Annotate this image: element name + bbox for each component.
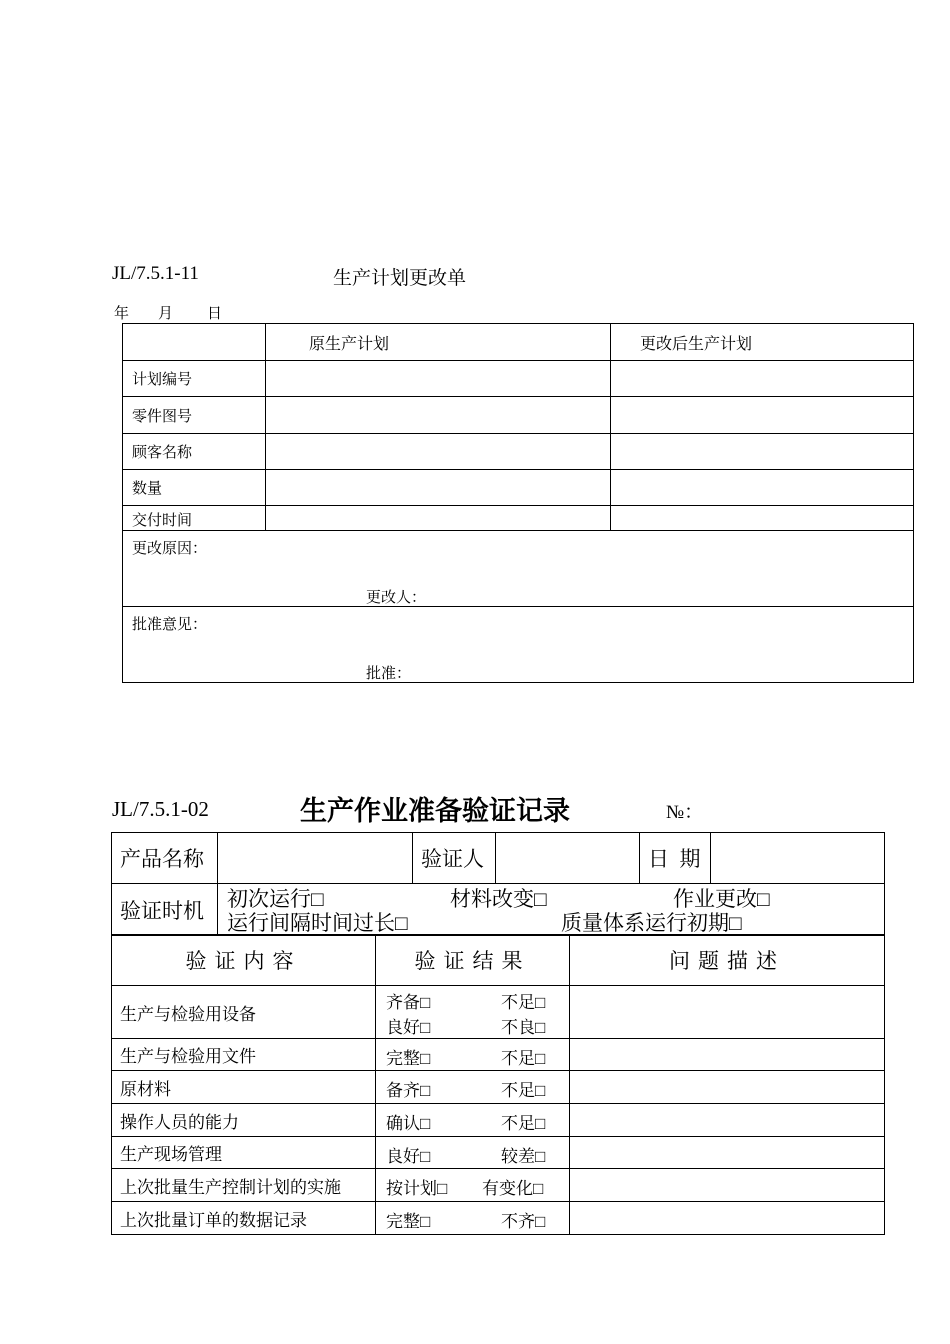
plan-number-label: 计划编号 [123,361,266,397]
result-option[interactable]: 不足□ [501,1049,546,1068]
option-long-interval[interactable]: 运行间隔时间过长□ [227,911,408,935]
quantity-changed-cell[interactable] [611,470,914,506]
quantity-label: 数量 [123,470,266,506]
option-operation-change[interactable]: 作业更改□ [673,887,770,911]
result-option[interactable]: 有变化□ [482,1179,544,1198]
form1-date-line [114,302,222,323]
timing-options-cell [218,884,885,936]
table-row [123,506,914,531]
issue-cell[interactable] [570,1137,885,1169]
form2-title: 生产作业准备验证记录 [300,796,570,826]
changer-label: 更改人： [366,590,427,606]
delivery-time-original-cell[interactable] [266,506,611,531]
issue-cell[interactable] [570,1169,885,1202]
date-day-label: 日 [207,306,223,322]
date-month-label: 月 [158,306,174,322]
result-option[interactable]: 不齐□ [501,1212,546,1231]
product-info-row [112,833,885,884]
result-option[interactable]: 完整□ [386,1212,431,1231]
approval-cell[interactable] [123,607,914,683]
item-label: 生产与检验用设备 [112,986,376,1039]
issue-header: 问题描述 [570,935,885,986]
form2-code: JL/7.5.1-02 [112,797,209,821]
verifier-label: 验证人 [413,833,496,884]
approval-row [123,607,914,683]
delivery-time-label: 交付时间 [123,506,266,531]
approval-opinion-label: 批准意见： [132,617,208,633]
quantity-original-cell[interactable] [266,470,611,506]
result-cell [376,1071,570,1104]
product-name-label: 产品名称 [112,833,218,884]
result-option[interactable]: 不良□ [501,1018,546,1037]
issue-cell[interactable] [570,1039,885,1071]
option-material-change[interactable]: 材料改变□ [450,887,547,911]
form1-code: JL/7.5.1-11 [112,263,199,284]
table-row [123,434,914,470]
change-reason-row [123,531,914,607]
delivery-time-changed-cell[interactable] [611,506,914,531]
table-row [112,1202,885,1235]
form1-title: 生产计划更改单 [333,268,467,289]
result-option[interactable]: 不足□ [501,1114,546,1133]
item-label: 上次批量订单的数据记录 [112,1202,376,1235]
plan-change-table [122,323,914,683]
part-drawing-original-cell[interactable] [266,397,611,434]
table-row [123,397,914,434]
result-cell [376,1169,570,1202]
issue-cell[interactable] [570,1104,885,1137]
date-value-cell[interactable] [711,833,885,884]
option-qms-initial[interactable]: 质量体系运行初期□ [561,911,742,935]
result-cell [376,1202,570,1235]
issue-cell[interactable] [570,1071,885,1104]
result-cell [376,1137,570,1169]
plan-number-original-cell[interactable] [266,361,611,397]
result-cell [376,1039,570,1071]
result-header: 验证结果 [376,935,570,986]
timing-row [112,884,885,936]
result-option[interactable]: 良好□ [386,1147,431,1166]
plan-number-changed-cell[interactable] [611,361,914,397]
original-plan-header: 原生产计划 [266,324,611,361]
table-row [112,986,885,1039]
result-cell [376,986,570,1039]
change-reason-cell[interactable] [123,531,914,607]
verification-content-table [111,934,885,1235]
item-label: 操作人员的能力 [112,1104,376,1137]
verification-timing-table [111,883,885,936]
approver-label: 批准： [366,666,412,682]
part-drawing-changed-cell[interactable] [611,397,914,434]
header-blank-cell [123,324,266,361]
result-option[interactable]: 较差□ [501,1147,546,1166]
date-year-label: 年 [114,306,130,322]
content-header-row [112,935,885,986]
issue-cell[interactable] [570,986,885,1039]
table-row [112,1104,885,1137]
table-header-row [123,324,914,361]
result-option[interactable]: 不足□ [501,993,546,1012]
date-label: 日 期 [640,833,711,884]
timing-label: 验证时机 [112,884,218,936]
option-first-run[interactable]: 初次运行□ [227,887,324,911]
part-drawing-label: 零件图号 [123,397,266,434]
content-header: 验证内容 [112,935,376,986]
table-row [112,1169,885,1202]
form2-number-label: №： [666,802,704,823]
table-row [112,1039,885,1071]
changed-plan-header: 更改后生产计划 [611,324,914,361]
product-name-value-cell[interactable] [218,833,413,884]
item-label: 上次批量生产控制计划的实施 [112,1169,376,1202]
customer-name-label: 顾客名称 [123,434,266,470]
customer-name-original-cell[interactable] [266,434,611,470]
item-label: 原材料 [112,1071,376,1104]
table-row [123,470,914,506]
result-option[interactable]: 良好□ [386,1018,431,1037]
customer-name-changed-cell[interactable] [611,434,914,470]
table-row [123,361,914,397]
table-row [112,1137,885,1169]
table-row [112,1071,885,1104]
result-option[interactable]: 备齐□ [386,1081,431,1100]
result-option[interactable]: 不足□ [501,1081,546,1100]
result-cell [376,1104,570,1137]
product-info-table [111,832,885,884]
result-option[interactable]: 完整□ [386,1049,431,1068]
item-label: 生产现场管理 [112,1137,376,1169]
verifier-value-cell[interactable] [496,833,640,884]
result-option[interactable]: 按计划□ [386,1179,448,1198]
result-option[interactable]: 齐备□ [386,993,431,1012]
result-option[interactable]: 确认□ [386,1114,431,1133]
issue-cell[interactable] [570,1202,885,1235]
item-label: 生产与检验用文件 [112,1039,376,1071]
change-reason-label: 更改原因： [132,541,208,557]
